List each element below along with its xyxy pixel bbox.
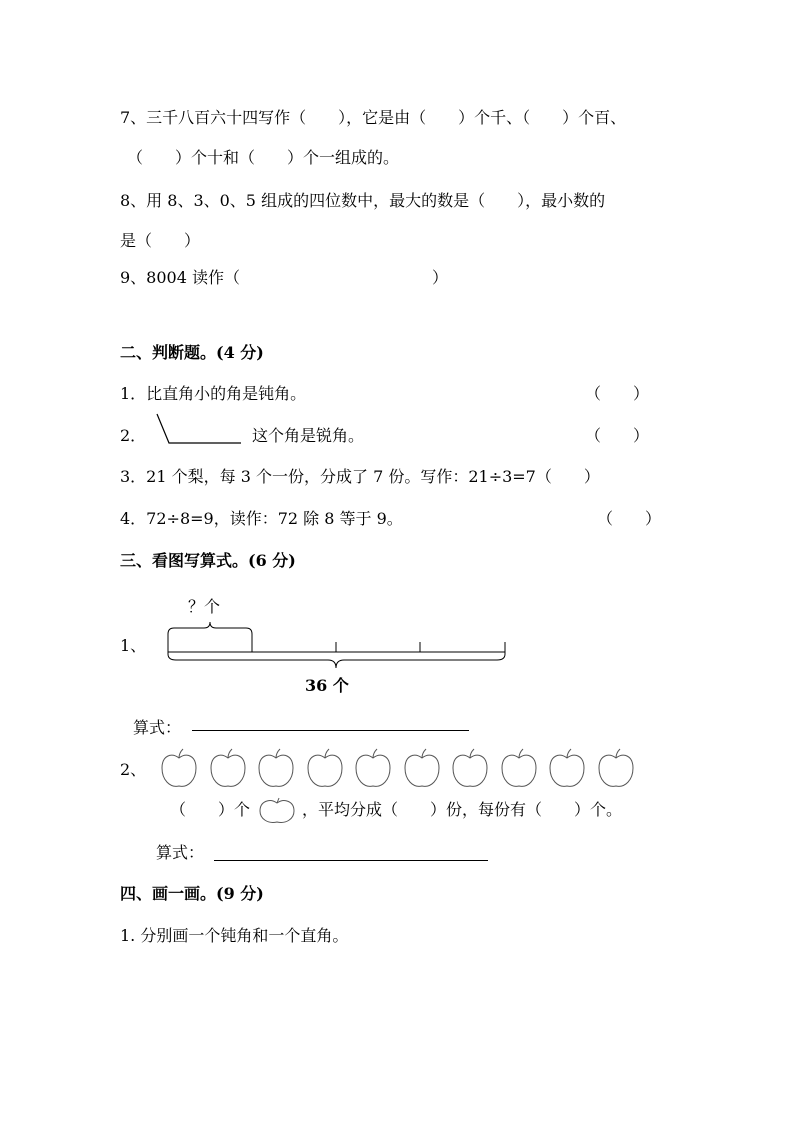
formula-blank-2[interactable] xyxy=(214,860,488,861)
judge-item-3: 3．21 个梨，每 3 个一份，分成了 7 份。写作：21÷3=7（ ） xyxy=(120,467,600,486)
formula-label-2: 算式： xyxy=(156,843,205,862)
q7-line2: （ ）个十和（ ）个一组成的。 xyxy=(127,148,400,167)
q2-text-b: ，平均分成（ ）份，每份有（ ）个。 xyxy=(302,800,623,819)
apple-icon xyxy=(306,748,344,790)
judge-item-1: 1．比直角小的角是钝角。 xyxy=(120,384,307,403)
q8-line1: 8、用 8、3、0、5 组成的四位数中，最大的数是（ ），最小数的 xyxy=(120,191,606,210)
formula-blank-1[interactable] xyxy=(192,730,469,731)
apple-icon xyxy=(209,748,247,790)
apple-icon xyxy=(354,748,392,790)
apple-icon xyxy=(160,748,198,790)
q7-line1: 7、三千八百六十四写作（ ），它是由（ ）个千、（ ）个百、 xyxy=(120,108,627,127)
q2-text-a: （ ）个 xyxy=(170,800,251,819)
sec3-q1-num: 1、 xyxy=(120,636,147,655)
section2-title: 二、判断题。(4 分) xyxy=(120,343,264,362)
section3-title: 三、看图写算式。(6 分) xyxy=(120,551,296,570)
apple-icon xyxy=(403,748,441,790)
judge-item-2: 这个角是锐角。 xyxy=(252,426,365,445)
apple-icon xyxy=(258,797,296,825)
apple-icon xyxy=(451,748,489,790)
judge-paren-4[interactable]: （ ） xyxy=(597,509,662,528)
q9-suffix: ） xyxy=(432,268,449,287)
judge-item-2-num: 2． xyxy=(120,426,147,445)
apple-row xyxy=(160,748,640,790)
apple-icon xyxy=(257,748,295,790)
segment-top-label: ？个 xyxy=(188,597,221,616)
apple-icon xyxy=(500,748,538,790)
judge-item-4: 4．72÷8=9，读作：72 除 8 等于 9。 xyxy=(120,509,403,528)
formula-label-1: 算式： xyxy=(133,718,182,737)
segment-bottom-label: 36 个 xyxy=(305,676,349,695)
sec3-q2-num: 2、 xyxy=(120,760,147,779)
q8-line2: 是（ ） xyxy=(120,231,201,250)
apple-icon xyxy=(548,748,586,790)
angle-figure xyxy=(155,412,245,447)
q9-prefix: 9、8004 读作（ xyxy=(120,268,240,287)
sec4-q1: 1. 分别画一个钝角和一个直角。 xyxy=(120,926,349,945)
section4-title: 四、画一画。(9 分) xyxy=(120,884,264,903)
judge-paren-1[interactable]: （ ） xyxy=(585,384,650,403)
judge-paren-2[interactable]: （ ） xyxy=(585,426,650,445)
apple-icon xyxy=(597,748,635,790)
line-segment-diagram xyxy=(160,620,520,680)
